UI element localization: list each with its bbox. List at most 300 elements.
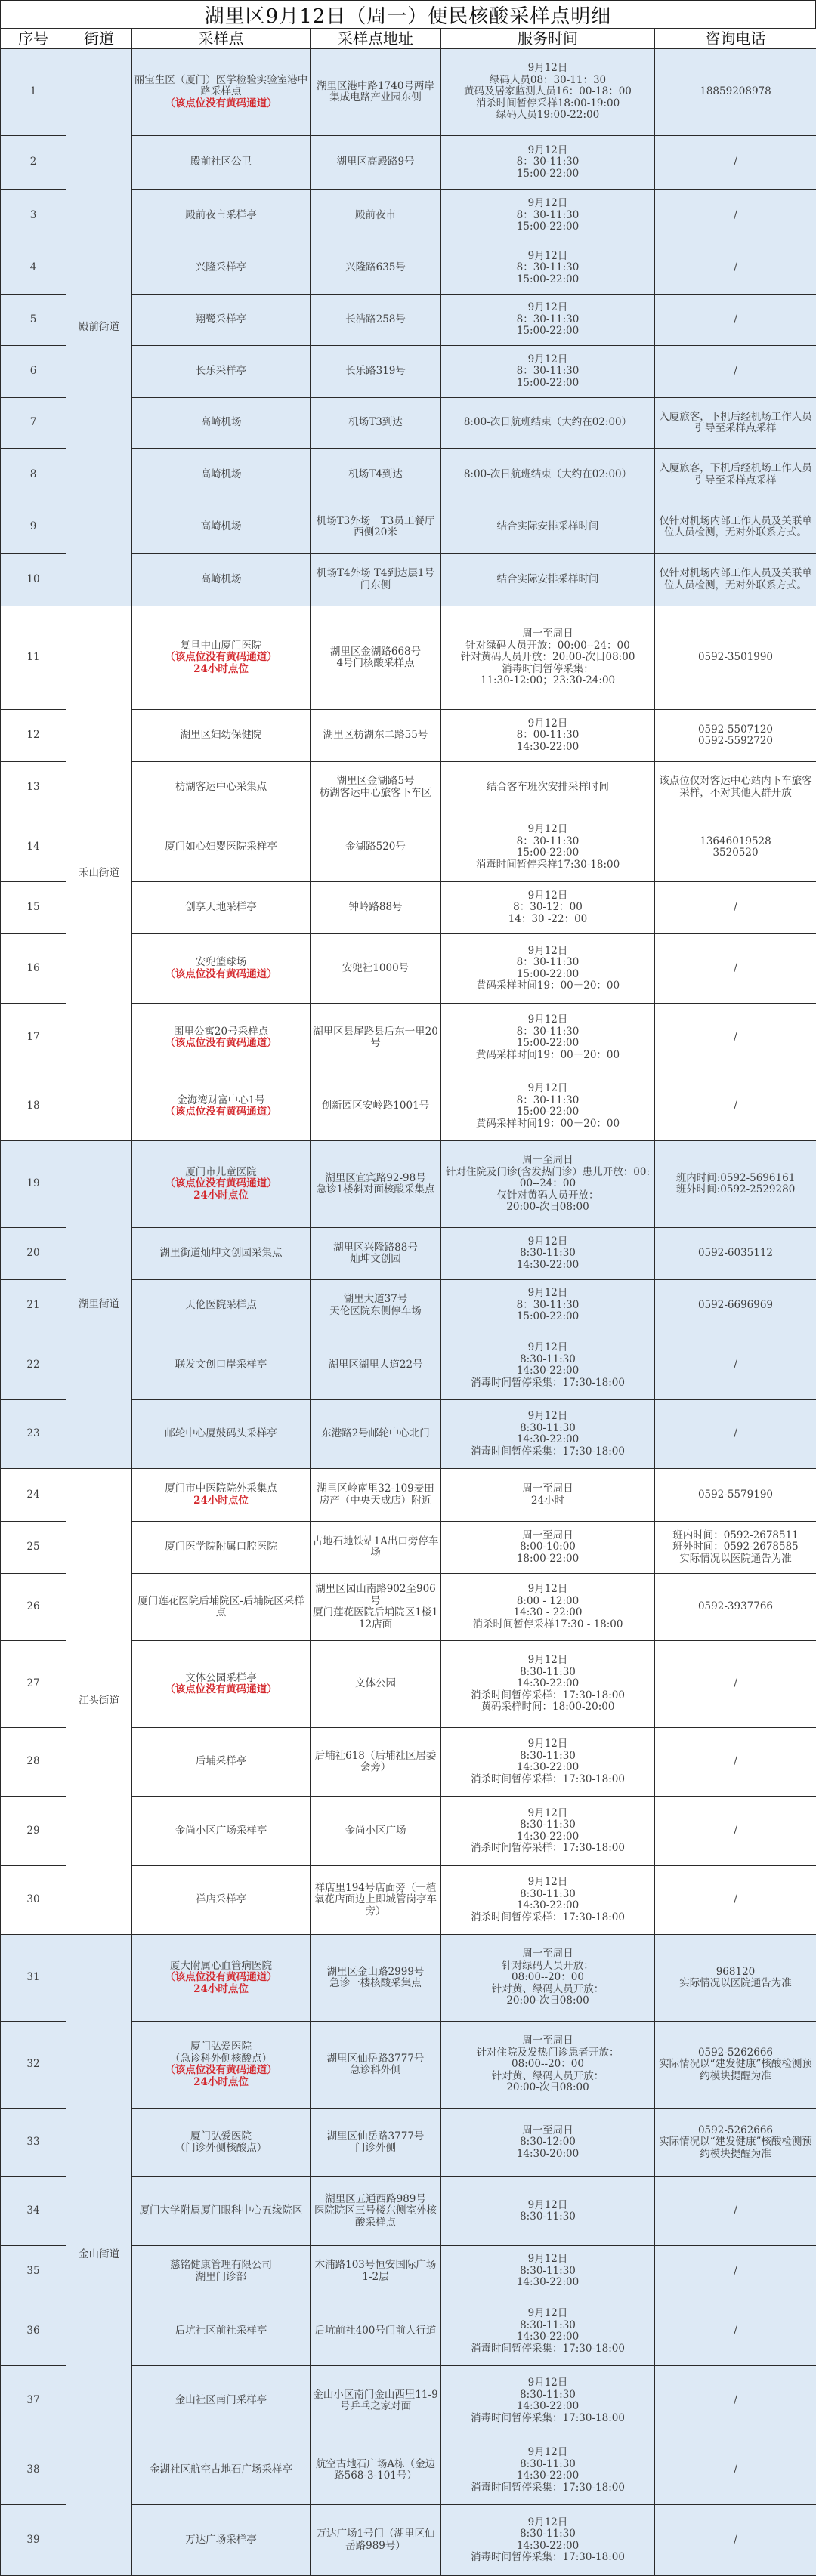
cell-line: 0592-6696969 <box>657 1300 814 1312</box>
site-name <box>132 1866 311 1935</box>
cell-line: 8：30-11:30 <box>443 1026 653 1038</box>
site-name <box>132 346 311 398</box>
cell-line: 0592-5592720 <box>657 736 814 748</box>
street-name: 禾山街道 <box>66 606 132 1141</box>
cell-line: 8:30-11:30 <box>443 2266 653 2278</box>
service-time <box>441 1574 655 1641</box>
site-name <box>132 762 311 813</box>
cell-line: 24小时 <box>443 1495 653 1507</box>
cell-line: 急诊1楼斜对面核酸采集点 <box>312 1184 439 1196</box>
cell-line: 15:00-22:00 <box>443 1038 653 1050</box>
cell-line: 消杀时间暂停采样18:00-19:00 <box>443 98 653 110</box>
contact-phone <box>655 934 816 1004</box>
cell-line: 08:00--20：00 <box>443 2059 653 2071</box>
cell-line: 入厦旅客，下机后经机场工作人员引导至采样点采样 <box>657 412 814 435</box>
cell-line: 实际情况以医院通告为准 <box>657 1553 814 1566</box>
service-time <box>441 2436 655 2505</box>
contact-phone <box>655 1574 816 1641</box>
service-time <box>441 346 655 398</box>
site-address <box>311 1935 441 2022</box>
service-time <box>441 882 655 934</box>
cell-line: 湖里区港中路1740号两岸集成电路产业园东侧 <box>312 81 439 104</box>
site-name <box>132 1280 311 1331</box>
contact-phone <box>655 2109 816 2177</box>
cell-line: / <box>657 314 814 326</box>
cell-line: 8:30-11:30 <box>443 2528 653 2541</box>
cell-line: 黄码采样时间19：00－20：00 <box>443 1118 653 1131</box>
site-name <box>132 1728 311 1797</box>
cell-line: 消毒时间暂停采集：17:30-18:00 <box>443 1446 653 1458</box>
cell-line: 祥店里194号店面旁（一植氧花店面边上即城管岗亭车旁） <box>312 1883 439 1918</box>
cell-line: / <box>657 1678 814 1690</box>
site-address <box>311 1228 441 1280</box>
cell-line: 航空古地石广场A栋（金边路568-3-101号） <box>312 2459 439 2482</box>
cell-line: 急诊科外侧 <box>312 2065 439 2077</box>
cell-line: / <box>657 1825 814 1837</box>
site-address <box>311 190 441 242</box>
site-address <box>311 501 441 554</box>
row-number: 15 <box>1 882 66 934</box>
cell-line: 15:00-22:00 <box>443 168 653 180</box>
cell-line: 针对住院及发热门诊患者开放： <box>443 2047 653 2059</box>
table-header-row <box>1 29 816 49</box>
service-time <box>441 1141 655 1228</box>
cell-line: 8：30-11:30 <box>443 156 653 168</box>
cell-line: 殿前夜市采样亭 <box>134 210 308 222</box>
service-time <box>441 2246 655 2297</box>
cell-line: / <box>657 1359 814 1371</box>
cell-line: 兴隆路635号 <box>312 262 439 274</box>
no-yellow-code-notice: （该点位没有黄码通道） <box>134 1038 308 1050</box>
site-address <box>311 1141 441 1228</box>
cell-line: 3520520 <box>657 847 814 859</box>
site-address <box>311 1072 441 1141</box>
table-row <box>1 1141 816 1228</box>
cell-line: 8:30-11:30 <box>443 1248 653 1260</box>
cell-line: 殿前夜市 <box>312 210 439 222</box>
cell-line: 绿码人员19:00-22:00 <box>443 110 653 122</box>
row-number: 7 <box>1 398 66 449</box>
cell-line: 8:30-11:30 <box>443 1423 653 1435</box>
site-name <box>132 136 311 190</box>
contact-phone <box>655 2246 816 2297</box>
cell-line: 机场T3外场 T3员工餐厅西侧20米 <box>312 516 439 539</box>
cell-line: 9月12日 <box>443 251 653 263</box>
no-yellow-code-notice: 24小时点位 <box>134 2077 308 2089</box>
cell-line: 围里公寓20号采样点 <box>134 1026 308 1038</box>
cell-line: 后埔采样亭 <box>134 1756 308 1768</box>
cell-line: 消杀时间暂停采样：17:30-18:00 <box>443 1912 653 1924</box>
cell-line: 消毒时间暂停采集：17:30-18:00 <box>443 2552 653 2564</box>
cell-line: / <box>657 2534 814 2547</box>
cell-line: 湖里区仙岳路3777号 <box>312 2053 439 2065</box>
cell-line: 黄码采样时间19：00－20：00 <box>443 1050 653 1062</box>
cell-line: 结合实际安排采样时间 <box>443 521 653 533</box>
row-number: 10 <box>1 554 66 606</box>
no-yellow-code-notice: （该点位没有黄码通道） <box>134 969 308 981</box>
cell-line: 后埔社618（后埔社区居委会旁） <box>312 1751 439 1774</box>
cell-line: 0592-3501990 <box>657 652 814 664</box>
row-number: 33 <box>1 2109 66 2177</box>
cell-line: 8：30-11:30 <box>443 836 653 848</box>
cell-line: 8：30-11:30 <box>443 1095 653 1107</box>
contact-phone <box>655 1641 816 1728</box>
cell-line: 14:30-22:00 <box>443 2277 653 2289</box>
cell-line: 14:30-22:00 <box>443 2401 653 2413</box>
cell-line: 天伦医院东侧停车场 <box>312 1306 439 1318</box>
site-name <box>132 49 311 136</box>
cell-line: 厦门大学附属厦门眼科中心五缘院区 <box>134 2205 308 2217</box>
contact-phone <box>655 346 816 398</box>
header-service-time: 服务时间 <box>441 29 655 49</box>
cell-line: 周一至周日 <box>443 1948 653 1961</box>
site-address <box>311 1522 441 1574</box>
contact-phone <box>655 1469 816 1522</box>
site-name <box>132 1141 311 1228</box>
cell-line: 文体公园采样亭 <box>134 1673 308 1685</box>
row-number: 2 <box>1 136 66 190</box>
contact-phone <box>655 1522 816 1574</box>
row-number: 19 <box>1 1141 66 1228</box>
cell-line: 湖里区仙岳路3777号 <box>312 2131 439 2143</box>
cell-line: 14:30 - 22:00 <box>443 1607 653 1619</box>
cell-line: 灿坤文创园 <box>312 1254 439 1266</box>
site-address <box>311 2177 441 2246</box>
cell-line: / <box>657 210 814 222</box>
row-number: 16 <box>1 934 66 1004</box>
site-address <box>311 1004 441 1072</box>
contact-phone <box>655 2505 816 2576</box>
cell-line: 湖里区岭南里32-109麦田房产（中央天成店）附近 <box>312 1483 439 1507</box>
cell-line: 湖里大道37号 <box>312 1294 439 1306</box>
header-phone: 咨询电话 <box>655 29 816 49</box>
site-name <box>132 1400 311 1469</box>
service-time <box>441 1280 655 1331</box>
page-title: 湖里区9月12日（周一）便民核酸采样点明细 <box>0 0 816 28</box>
cell-line: 8:30-11:30 <box>443 2320 653 2332</box>
contact-phone <box>655 398 816 449</box>
site-name <box>132 2436 311 2505</box>
cell-line: 仅针对机场内部工作人员及关联单位人员检测，无对外联系方式。 <box>657 516 814 539</box>
service-time <box>441 1400 655 1469</box>
cell-line: 8:00 - 12:00 <box>443 1596 653 1608</box>
cell-line: 金山社区南门采样亭 <box>134 2395 308 2407</box>
contact-phone <box>655 1331 816 1400</box>
row-number: 39 <box>1 2505 66 2576</box>
site-name <box>132 1072 311 1141</box>
row-number: 36 <box>1 2297 66 2366</box>
cell-line: 8:00-10:00 <box>443 1541 653 1553</box>
cell-line: 机场T4到达 <box>312 469 439 481</box>
site-name <box>132 606 311 710</box>
street-name: 湖里街道 <box>66 1141 132 1469</box>
service-time <box>441 1004 655 1072</box>
site-address <box>311 1797 441 1866</box>
cell-line: 14:30-22:00 <box>443 1260 653 1272</box>
cell-line: 15:00-22:00 <box>443 969 653 981</box>
row-number: 3 <box>1 190 66 242</box>
cell-line: 消毒时间暂停采样17:30-18:00 <box>443 859 653 872</box>
cell-line: 周一至周日 <box>443 2125 653 2137</box>
cell-line: 湖里区枋湖东二路55号 <box>312 730 439 742</box>
row-number: 14 <box>1 813 66 882</box>
cell-line: 厦门市儿童医院 <box>134 1167 308 1179</box>
contact-phone <box>655 554 816 606</box>
row-number: 9 <box>1 501 66 554</box>
cell-line: 实际情况以“建发健康”核酸检测预约模块提醒为准 <box>657 2136 814 2160</box>
no-yellow-code-notice: （该点位没有黄码通道） <box>134 1178 308 1190</box>
cell-line: 20:00-次日08:00 <box>443 1202 653 1214</box>
row-number: 18 <box>1 1072 66 1141</box>
cell-line: （门诊外侧核酸点） <box>134 2143 308 2155</box>
row-number: 1 <box>1 49 66 136</box>
service-time <box>441 762 655 813</box>
row-number: 17 <box>1 1004 66 1072</box>
cell-line: 门诊外侧 <box>312 2143 439 2155</box>
site-name <box>132 1935 311 2022</box>
contact-phone <box>655 1728 816 1797</box>
site-address <box>311 1400 441 1469</box>
cell-line: / <box>657 1032 814 1044</box>
site-name <box>132 1331 311 1400</box>
cell-line: 湖里区妇幼保健院 <box>134 730 308 742</box>
cell-line: 长浩路258号 <box>312 314 439 326</box>
cell-line: 20:00-次日08:00 <box>443 1995 653 2007</box>
cell-line: 金湖路520号 <box>312 841 439 853</box>
contact-phone <box>655 449 816 501</box>
service-time <box>441 934 655 1004</box>
cell-line: 高崎机场 <box>134 521 308 533</box>
site-name <box>132 882 311 934</box>
street-name: 金山街道 <box>66 1935 132 2576</box>
site-address <box>311 136 441 190</box>
service-time <box>441 190 655 242</box>
cell-line: 14:30-22:00 <box>443 2541 653 2553</box>
contact-phone <box>655 882 816 934</box>
cell-line: 厦门市中医院院外采集点 <box>134 1483 308 1495</box>
table-body <box>1 49 816 2576</box>
cell-line: 班外时间：0592-2678585 <box>657 1541 814 1553</box>
header-street: 街道 <box>66 29 132 49</box>
cell-line: 8：30-11:30 <box>443 210 653 222</box>
cell-line: 金尚小区广场 <box>312 1825 439 1837</box>
service-time <box>441 2022 655 2109</box>
site-name <box>132 398 311 449</box>
sampling-sites-table <box>0 28 816 2576</box>
no-yellow-code-notice: （该点位没有黄码通道） <box>134 1106 308 1118</box>
cell-line: 木浦路103号恒安国际广场1-2层 <box>312 2260 439 2283</box>
service-time <box>441 1469 655 1522</box>
cell-line: 15:00-22:00 <box>443 378 653 390</box>
cell-line: 厦门医学院附属口腔医院 <box>134 1541 308 1553</box>
contact-phone <box>655 2022 816 2109</box>
cell-line: 9月12日 <box>443 302 653 314</box>
cell-line: 枋湖客运中心旅客下车区 <box>312 788 439 800</box>
contact-phone <box>655 606 816 710</box>
row-number: 6 <box>1 346 66 398</box>
cell-line: 15:00-22:00 <box>443 1106 653 1118</box>
cell-line: 9月12日 <box>443 198 653 210</box>
site-address <box>311 295 441 346</box>
cell-line: 8:30-11:30 <box>443 2211 653 2223</box>
cell-line: 殿前社区公卫 <box>134 156 308 168</box>
contact-phone <box>655 242 816 295</box>
row-number: 21 <box>1 1280 66 1331</box>
cell-line: 班内时间：0592-2678511 <box>657 1530 814 1542</box>
cell-line: / <box>657 2395 814 2407</box>
cell-line: 枋湖客运中心采集点 <box>134 782 308 794</box>
service-time <box>441 1331 655 1400</box>
cell-line: 9月12日 <box>443 63 653 75</box>
row-number: 38 <box>1 2436 66 2505</box>
cell-line: 湖里区园山南路902至906号 <box>312 1584 439 1607</box>
cell-line: 针对绿码人员开放： <box>443 1961 653 1973</box>
site-address <box>311 934 441 1004</box>
cell-line: 湖里门诊部 <box>134 2272 308 2284</box>
cell-line: 15:00-22:00 <box>443 325 653 338</box>
service-time <box>441 1641 655 1728</box>
site-name <box>132 1574 311 1641</box>
row-number: 20 <box>1 1228 66 1280</box>
site-address <box>311 346 441 398</box>
site-name <box>132 554 311 606</box>
cell-line: 15:00-22:00 <box>443 274 653 286</box>
site-name <box>132 2022 311 2109</box>
no-yellow-code-notice: 24小时点位 <box>134 664 308 676</box>
cell-line: 9月12日 <box>443 1808 653 1820</box>
row-number: 24 <box>1 1469 66 1522</box>
contact-phone <box>655 2297 816 2366</box>
site-address <box>311 398 441 449</box>
cell-line: 8：30-11:30 <box>443 262 653 274</box>
cell-line: 消杀时间暂停采样17:30 - 18:00 <box>443 1619 653 1631</box>
site-address <box>311 1574 441 1641</box>
cell-line: 14:30-22:00 <box>443 1678 653 1690</box>
contact-phone <box>655 1280 816 1331</box>
cell-line: 8:30-11:30 <box>443 2389 653 2402</box>
cell-line: 钟岭路88号 <box>312 902 439 914</box>
no-yellow-code-notice: 24小时点位 <box>134 1190 308 1202</box>
cell-line: 万达广场1号门（湖里区仙岳路989号） <box>312 2528 439 2552</box>
cell-line: 医院院区三号楼东侧室外核酸采样点 <box>312 2205 439 2229</box>
cell-line: 急诊一楼核酸采集点 <box>312 1978 439 1990</box>
cell-line: 8:00-次日航班结束（大约在02:00） <box>443 417 653 429</box>
no-yellow-code-notice: 24小时点位 <box>134 1984 308 1996</box>
row-number: 27 <box>1 1641 66 1728</box>
cell-line: 湖里区金湖路668号 <box>312 646 439 659</box>
cell-line: 祥店采样亭 <box>134 1894 308 1906</box>
cell-line: 11:30-12:00；23:30-24:00 <box>443 675 653 687</box>
cell-line: 针对黄、绿码人员开放： <box>443 2071 653 2083</box>
service-time <box>441 2109 655 2177</box>
cell-line: 0592-5507120 <box>657 724 814 736</box>
site-address <box>311 710 441 762</box>
cell-line: 丽宝生医（厦门）医学检验实验室港中路采样点 <box>134 75 308 98</box>
cell-line: 9月12日 <box>443 145 653 157</box>
cell-line: 9月12日 <box>443 354 653 366</box>
cell-line: 9月12日 <box>443 890 653 902</box>
site-address <box>311 1280 441 1331</box>
cell-line: 9月12日 <box>443 2200 653 2212</box>
site-address <box>311 2505 441 2576</box>
site-address <box>311 606 441 710</box>
cell-line: 厦大附属心血管病医院 <box>134 1961 308 1973</box>
cell-line: 针对黄、绿码人员开放： <box>443 1984 653 1996</box>
cell-line: 9月12日 <box>443 2517 653 2529</box>
no-yellow-code-notice: （该点位没有黄码通道） <box>134 2065 308 2077</box>
cell-line: 针对绿码人员开放：00:00--24：00 <box>443 640 653 652</box>
site-address <box>311 2436 441 2505</box>
cell-line: 9月12日 <box>443 2308 653 2320</box>
row-number: 31 <box>1 1935 66 2022</box>
table-row <box>1 606 816 710</box>
cell-line: 周一至周日 <box>443 2035 653 2047</box>
service-time <box>441 449 655 501</box>
service-time <box>441 1797 655 1866</box>
contact-phone <box>655 710 816 762</box>
site-name <box>132 1228 311 1280</box>
site-name <box>132 1522 311 1574</box>
cell-line: 14:30-22:00 <box>443 1434 653 1446</box>
contact-phone <box>655 49 816 136</box>
cell-line: 高崎机场 <box>134 417 308 429</box>
service-time <box>441 1935 655 2022</box>
cell-line: 14:30-22:00 <box>443 1365 653 1377</box>
cell-line: 14:30-22:00 <box>443 1762 653 1774</box>
row-number: 30 <box>1 1866 66 1935</box>
cell-line: 8:30-11:30 <box>443 1889 653 1901</box>
site-name <box>132 2297 311 2366</box>
cell-line: 9月12日 <box>443 1342 653 1354</box>
cell-line: 古地石地铁站1A出口旁停车场 <box>312 1536 439 1559</box>
cell-line: 08:00--20：00 <box>443 1972 653 1984</box>
cell-line: 湖里区县尾路县后东一里20号 <box>312 1026 439 1050</box>
row-number: 25 <box>1 1522 66 1574</box>
cell-line: 8：30-12：00 <box>443 902 653 914</box>
cell-line: 厦门如心妇婴医院采样亭 <box>134 841 308 853</box>
cell-line: 机场T4外场 T4到达层1号门东侧 <box>312 568 439 591</box>
cell-line: 湖里区宜宾路92-98号 <box>312 1173 439 1185</box>
site-address <box>311 1641 441 1728</box>
service-time <box>441 1522 655 1574</box>
site-address <box>311 1728 441 1797</box>
cell-line: 9月12日 <box>443 2254 653 2266</box>
cell-line: 万达广场采样亭 <box>134 2534 308 2547</box>
cell-line: 15:00-22:00 <box>443 847 653 859</box>
cell-line: 安兜社1000号 <box>312 963 439 975</box>
cell-line: 15:00-22:00 <box>443 221 653 233</box>
cell-line: 厦门弘爱医院 <box>134 2041 308 2053</box>
cell-line: 8：30-11:30 <box>443 957 653 969</box>
row-number: 12 <box>1 710 66 762</box>
site-name <box>132 242 311 295</box>
cell-line: 湖里区五通西路989号 <box>312 2194 439 2206</box>
cell-line: / <box>657 1100 814 1112</box>
cell-line: 安兜篮球场 <box>134 957 308 969</box>
service-time <box>441 2297 655 2366</box>
row-number: 5 <box>1 295 66 346</box>
cell-line: 翔鹭采样亭 <box>134 314 308 326</box>
cell-line: 长乐路319号 <box>312 366 439 378</box>
cell-line: 黄码采样时间19：00－20：00 <box>443 980 653 992</box>
cell-line: 0592-5262666 <box>657 2047 814 2059</box>
site-name <box>132 2177 311 2246</box>
cell-line: 厦门莲花医院后埔院区1楼112店面 <box>312 1607 439 1630</box>
service-time <box>441 2177 655 2246</box>
cell-line: 后坑社区前社采样亭 <box>134 2325 308 2337</box>
site-address <box>311 242 441 295</box>
row-number: 29 <box>1 1797 66 1866</box>
